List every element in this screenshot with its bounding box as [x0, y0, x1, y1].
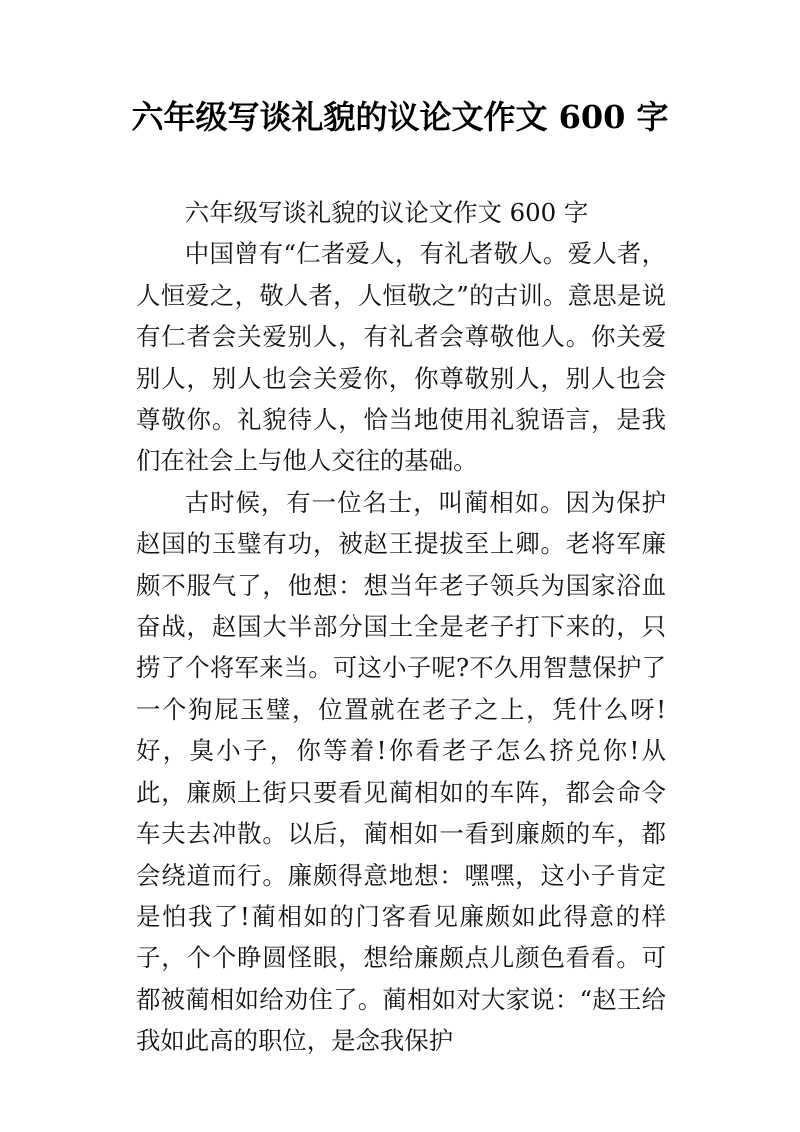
paragraph-story: 古时候，有一位名士，叫蔺相如。因为保护赵国的玉璧有功，被赵王提拔至上卿。老将军廉颇不服气了，他想：想当年老子领兵为国家浴血奋战，赵国大半部分国土全是老子打下来的，只捞了个将军来当。可这小子呢?不久用智慧保护了一个狗屁玉璧，位置就在老子之上，凭什么呀!好，臭小子，你等着!你看老子怎么挤兑你!从此，廉颇上街只要看见蔺相如的车阵，都会命令车夫去冲散。以后，蔺相如一看到廉颇的车，都会绕道而行。廉颇得意地想：嘿嘿，这小子肯定是怕我了!蔺相如的门客看见廉颇如此得意的样子，个个睁圆怪眼，想给廉颇点儿颜色看看。可都被蔺相如给劝住了。蔺相如对大家说：“赵王给我如此高的职位，是念我保护	[136, 487, 666, 1056]
document-title: 六年级写谈礼貌的议论文作文 600 字	[131, 98, 669, 136]
paragraph-intro: 中国曾有“仁者爱人，有礼者敬人。爱人者，人恒爱之，敬人者，人恒敬之”的古训。意思是说有仁者会关爱别人，有礼者会尊敬他人。你关爱别人，别人也会关爱你，你尊敬别人，别人也会尊敬你。礼貌待人，恰当地使用礼貌语言，是我们在社会上与他人交往的基础。	[136, 239, 666, 476]
document-body	[136, 192, 666, 1062]
paragraph-subtitle: 六年级写谈礼貌的议论文作文 600 字	[184, 198, 589, 227]
